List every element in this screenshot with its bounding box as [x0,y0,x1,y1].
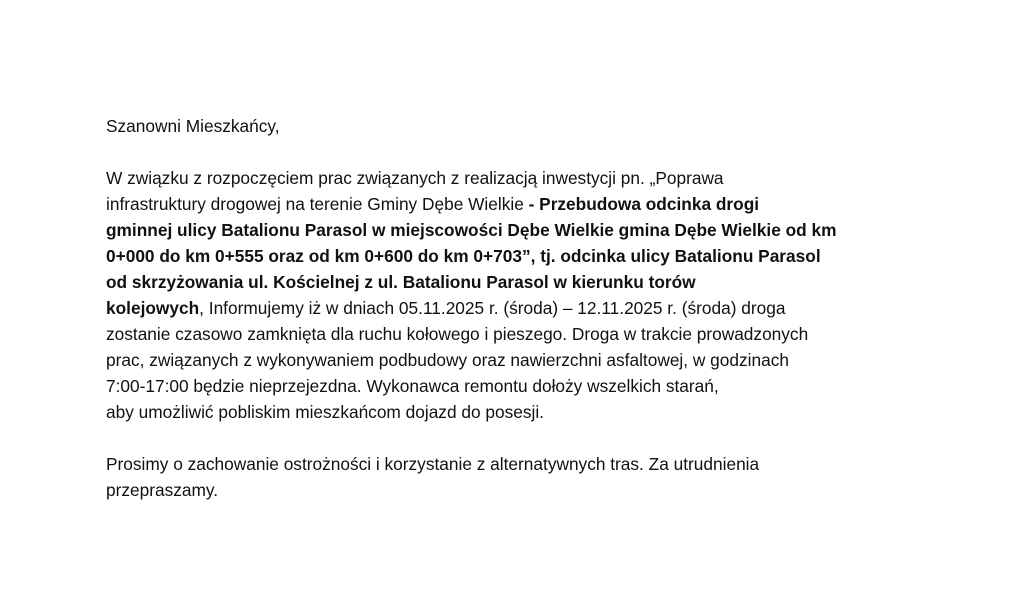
paragraph-line: Prosimy o zachowanie ostrożności i korzystanie z alternatywnych tras. Za utrudnienia [106,454,760,474]
paragraph-line: aby umożliwić pobliskim mieszkańcom dojazd do posesji. [106,402,544,422]
greeting [106,113,946,139]
announcement-paragraph [106,165,946,425]
investment-title-line: od skrzyżowania ul. Kościelnej z ul. Batalionu Parasol w kierunku torów [106,272,696,292]
investment-title: kolejowych [106,298,200,318]
closure-dates-text: , Informujemy iż w dniach 05.11.2025 r. (środa) – 12.11.2025 r. (środa) droga [199,298,786,318]
paragraph-text: infrastruktury drogowej na terenie Gminy Dębe Wielkie [106,194,529,214]
paragraph-spacer [106,425,946,451]
closing-paragraph [106,451,946,503]
investment-title-line: gminnej ulicy Batalionu Parasol w miejscowości Dębe Wielkie gmina Dębe Wielkie od km [106,220,837,240]
paragraph-line: przepraszamy. [106,480,219,500]
paragraph-line: 7:00-17:00 będzie nieprzejezdna. Wykonawca remontu dołoży wszelkich starań, [106,376,719,396]
greeting-text: Szanowni Mieszkańcy, [106,116,280,136]
paragraph-line [106,191,946,217]
investment-title-line: 0+000 do km 0+555 oraz od km 0+600 do km 0+703”, tj. odcinka ulicy Batalionu Parasol [106,246,821,266]
notice-letter [106,113,946,503]
paragraph-spacer [106,139,946,165]
investment-title: - Przebudowa odcinka drogi [528,194,760,214]
paragraph-line: prac, związanych z wykonywaniem podbudowy oraz nawierzchni asfaltowej, w godzinach [106,350,789,370]
paragraph-line: zostanie czasowo zamknięta dla ruchu kołowego i pieszego. Droga w trakcie prowadzonych [106,324,809,344]
paragraph-line: W związku z rozpoczęciem prac związanych z realizacją inwestycji pn. „Poprawa [106,168,724,188]
paragraph-line [106,295,946,321]
